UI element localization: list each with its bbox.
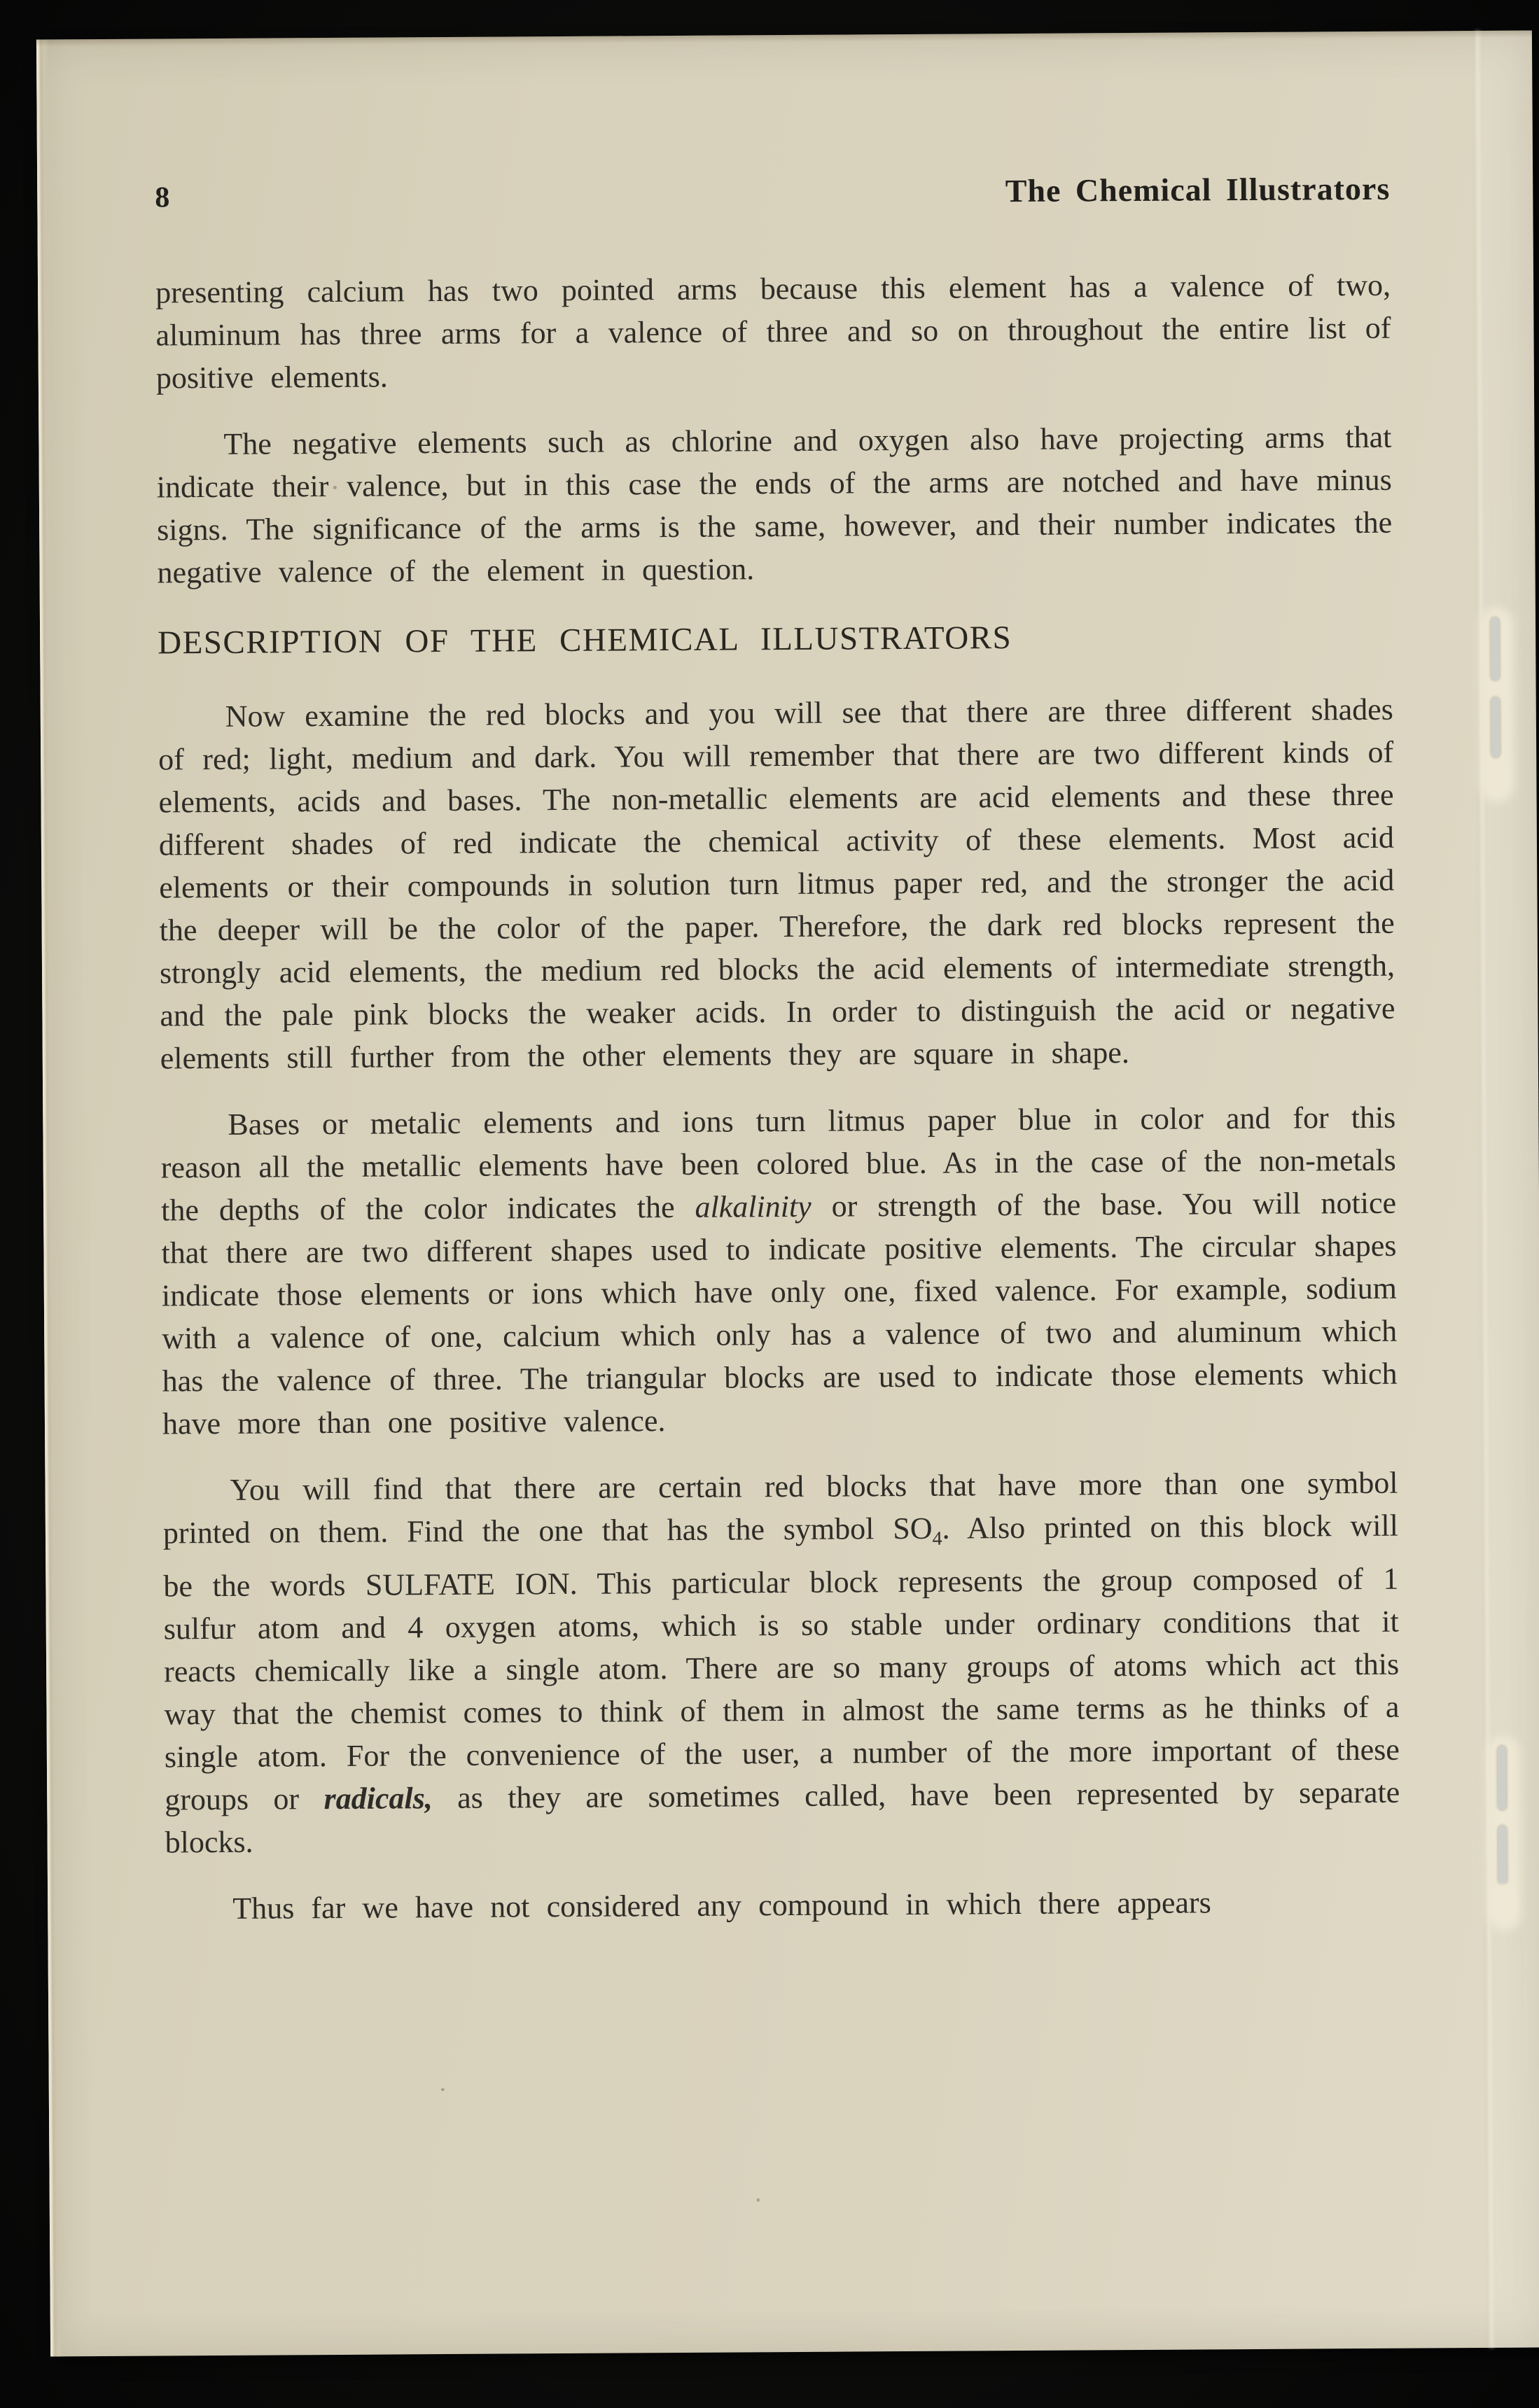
page-number: 8: [155, 181, 170, 214]
paragraph: Thus far we have not considered any compound in which there appears: [232, 1885, 1211, 1926]
paragraph: You will find that there are certain red blocks that have more than one symbol printed on them. Find the one that has the symbol $SO_4$. Also printed on this block will be the words SULFATE ION. This particular block represents the group composed of 1 sulfur atom and 4 oxygen atoms, which is so stable under ordinary conditions that it reacts chemically like a single atom. There are so many groups of atoms which act this way that the chemist comes to think of them in almost the same terms as he thinks of a single atom. For the convenience of the user, a number of the more important of these groups or radicals, as they are sometimes called, have been represented by separate blocks.: [162, 1465, 1400, 1860]
paper-tear: [1489, 1884, 1518, 1921]
paper-speck: [441, 2088, 445, 2091]
staple-bottom: [1486, 1746, 1521, 1921]
paper-speck: [333, 486, 337, 489]
staple-leg: [1498, 1826, 1507, 1884]
paragraph: The negative elements such as chlorine and oxygen also have projecting arms that indicate their valence, but in this case the ends of the arms are notched and have minus signs. The significance of the arms is the same, however, and their number indicates the negative valence of the element in question.: [156, 419, 1393, 590]
body-text: [155, 264, 1401, 1954]
staple-leg: [1491, 697, 1500, 757]
section-heading: DESCRIPTION OF THE CHEMICAL ILLUSTRATORS: [158, 620, 1012, 662]
page-header: [155, 170, 1390, 215]
paper-page: [36, 31, 1539, 2357]
paper-speck: [757, 2198, 760, 2202]
paragraph: Bases or metalic elements and ions turn litmus paper blue in color and for this reason all the metallic elements have been colored blue. As in the case of the non-metals the depths of the color indicates the alkalinity or strength of the base. You will notice that there are two different shapes used to indicate positive elements. The circular shapes indicate those elements or ions which have only one, fixed valence. For example, sodium with a valence of one, calcium which only has a valence of two and aluminum which has the valence of three. The triangular blocks are used to indicate those elements which have more than one positive valence.: [160, 1100, 1398, 1441]
running-title: The Chemical Illustrators: [1005, 170, 1391, 209]
staple-leg: [1491, 617, 1500, 680]
paragraph: Now examine the red blocks and you will see that there are three different shades of red; light, medium and dark. You will remember that there are two different kinds of elements, acids and bases. The non-metallic elements are acid elements and these three different shades of red indicate the chemical activity of these elements. Most acid elements or their compounds in solution turn litmus paper red, and the stronger the acid the deeper will be the color of the paper. Therefore, the dark red blocks represent the strongly acid elements, the medium red blocks the acid elements of intermediate strength, and the pale pink blocks the weaker acids. In order to distinguish the acid or negative elements still further from the other elements they are square in shape.: [158, 692, 1395, 1076]
staple-top: [1479, 617, 1514, 792]
staple-leg: [1498, 1746, 1507, 1810]
paper-speck: [1085, 880, 1087, 883]
paragraph: presenting calcium has two pointed arms because this element has a valence of two, aluminum has three arms for a valence of three and so on throughout the entire list of positive elements.: [155, 267, 1391, 396]
